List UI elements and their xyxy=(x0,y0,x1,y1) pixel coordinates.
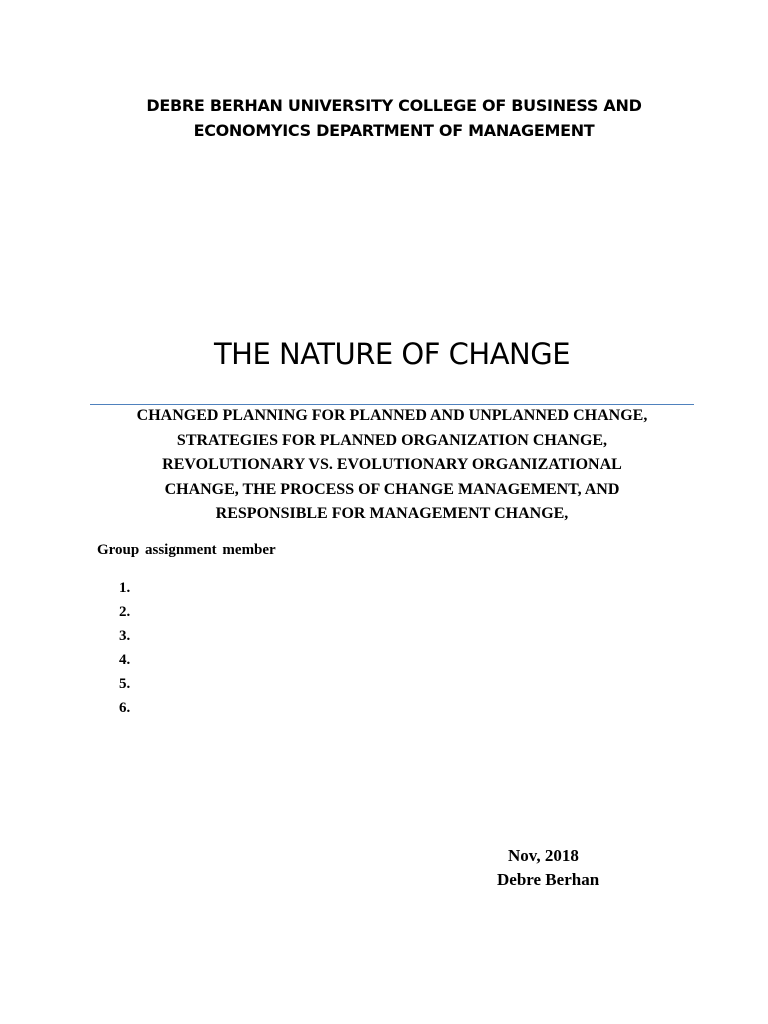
list-item: 5. xyxy=(119,676,131,692)
list-item: 2. xyxy=(119,604,131,620)
subtitle-line-5: RESPONSIBLE FOR MANAGEMENT CHANGE, xyxy=(215,505,569,522)
list-item: 4. xyxy=(119,652,131,668)
topics-subtitle xyxy=(0,404,768,527)
list-item: 1. xyxy=(119,580,131,596)
subtitle-line-4: CHANGE, THE PROCESS OF CHANGE MANAGEMENT, AND xyxy=(164,480,620,498)
subtitle-line-2: STRATEGIES FOR PLANNED ORGANIZATION CHANGE, xyxy=(176,431,608,449)
document-title: THE NATURE OF CHANGE xyxy=(213,337,571,371)
submission-place: Debre Berhan xyxy=(497,870,600,889)
institution-header xyxy=(0,93,768,143)
subtitle-line-1: CHANGED PLANNING FOR PLANNED AND UNPLANNED CHANGE, xyxy=(136,407,648,424)
submission-date: Nov, 2018 xyxy=(508,846,579,865)
group-members-list xyxy=(119,576,130,720)
header-line-2: ECONOMYICS DEPARTMENT OF MANAGEMENT xyxy=(193,121,595,140)
list-item: 3. xyxy=(119,628,131,644)
list-item: 6. xyxy=(119,700,131,716)
header-line-1: DEBRE BERHAN UNIVERSITY COLLEGE OF BUSINESS AND xyxy=(146,96,642,115)
subtitle-line-3: REVOLUTIONARY VS. EVOLUTIONARY ORGANIZATIONAL xyxy=(162,456,622,473)
group-members-label: Group assignment member xyxy=(97,542,276,558)
